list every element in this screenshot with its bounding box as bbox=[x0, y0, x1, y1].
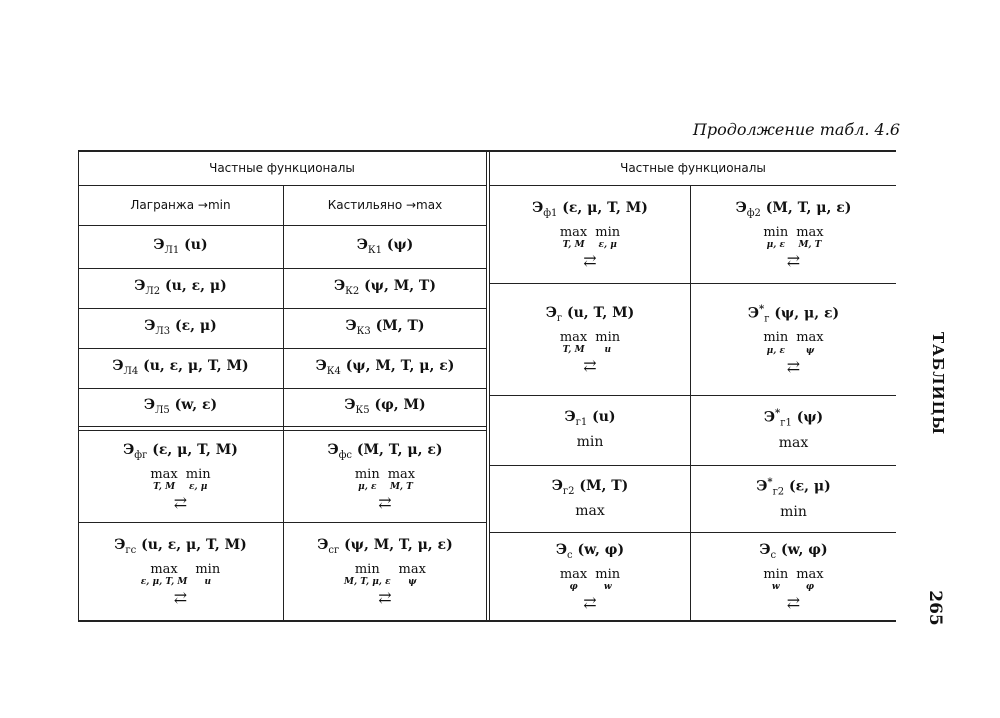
operator: min bbox=[595, 566, 621, 582]
rule-bottom bbox=[78, 620, 896, 622]
operator: min bbox=[763, 566, 789, 582]
operator: min bbox=[780, 503, 807, 520]
functional-args: (ε, μ, T, M) bbox=[557, 200, 648, 217]
operator-vars: M, T, μ, ε bbox=[344, 576, 391, 587]
functional-symbol: Э bbox=[747, 306, 760, 323]
exchange-arrows-icon: ⇄ bbox=[378, 492, 392, 512]
operator-vars: T, M bbox=[153, 481, 176, 492]
functional-args: (ψ, M, T, μ, ε) bbox=[339, 537, 453, 554]
mixed-functional-cell bbox=[284, 523, 486, 620]
functional-symbol: Э bbox=[114, 537, 126, 554]
functional-cell bbox=[490, 466, 690, 532]
mixed-functional-cell bbox=[490, 186, 690, 283]
functional-symbol: Э bbox=[143, 397, 156, 414]
functional-cell bbox=[490, 396, 690, 465]
exchange-arrows-icon: ⇄ bbox=[173, 587, 188, 607]
operator: max bbox=[778, 435, 809, 452]
functional-args: (M, T) bbox=[370, 318, 425, 335]
functional-cell bbox=[284, 349, 486, 388]
functional-index: ф1 bbox=[543, 208, 558, 220]
operator: min bbox=[354, 466, 380, 482]
functional-index: г1 bbox=[780, 417, 792, 429]
functional-index: К1 bbox=[367, 244, 382, 256]
operator: min bbox=[195, 561, 221, 577]
operator-vars: ψ bbox=[805, 345, 815, 356]
mixed-functional-cell bbox=[78, 523, 283, 620]
functional-symbol: Э bbox=[344, 397, 356, 414]
functional-symbol: Э bbox=[112, 358, 124, 375]
functional-args: (ε, μ) bbox=[784, 478, 831, 495]
mixed-functional-cell bbox=[691, 284, 896, 395]
mixed-functional-cell bbox=[284, 431, 486, 522]
rule-middle bbox=[486, 150, 487, 622]
exchange-arrows-icon: ⇄ bbox=[583, 592, 597, 612]
operator: max bbox=[559, 566, 588, 582]
functional-index: г bbox=[764, 313, 770, 325]
functionals-table bbox=[78, 150, 896, 622]
exchange-arrows-icon: ⇄ bbox=[786, 356, 801, 376]
exchange-arrows-icon: ⇄ bbox=[786, 592, 801, 612]
functional-cell bbox=[284, 389, 486, 426]
table-caption: Продолжение табл. 4.6 bbox=[692, 120, 900, 139]
functional-index: г2 bbox=[562, 485, 575, 497]
operator-vars: M, T bbox=[389, 481, 413, 492]
functional-index: Л5 bbox=[155, 405, 170, 417]
castigliano-header: Кастильяно →max bbox=[327, 198, 443, 212]
operator: max bbox=[796, 224, 824, 240]
functional-args: (w, φ) bbox=[572, 542, 625, 559]
functional-args: (ε, μ) bbox=[170, 318, 217, 335]
operator-vars: ε, μ bbox=[598, 239, 617, 250]
lagrange-header: Лагранжа →min bbox=[130, 198, 231, 212]
operator: max bbox=[150, 466, 178, 482]
functional-index: фг bbox=[134, 450, 148, 462]
functional-cell bbox=[78, 389, 283, 426]
exchange-arrows-icon: ⇄ bbox=[378, 587, 392, 607]
functional-symbol: Э bbox=[759, 542, 771, 559]
functional-symbol: Э bbox=[356, 236, 368, 253]
operator-vars: M, T bbox=[798, 239, 822, 250]
operator: max bbox=[398, 561, 426, 577]
functional-args: (u) bbox=[179, 236, 208, 253]
operator-vars: μ, ε bbox=[358, 481, 377, 492]
functional-symbol: Э bbox=[345, 318, 357, 335]
operator: max bbox=[796, 566, 824, 582]
operator: max bbox=[559, 329, 588, 345]
functional-symbol: Э bbox=[334, 278, 346, 295]
functional-index: фс bbox=[338, 450, 353, 462]
operator-vars: φ bbox=[569, 581, 578, 592]
exchange-arrows-icon: ⇄ bbox=[173, 492, 188, 512]
functional-symbol: Э bbox=[153, 236, 165, 253]
functional-symbol: Э bbox=[555, 542, 568, 559]
operator: min bbox=[763, 330, 789, 346]
functional-symbol: Э bbox=[532, 200, 544, 217]
functional-symbol: Э bbox=[756, 478, 768, 495]
functional-index: К4 bbox=[326, 366, 341, 378]
operator: min bbox=[595, 224, 621, 240]
operator-vars: μ, ε bbox=[766, 239, 785, 250]
exchange-arrows-icon: ⇄ bbox=[583, 355, 597, 375]
functional-symbol: Э bbox=[735, 200, 747, 217]
operator-vars: u bbox=[204, 576, 212, 587]
functional-symbol: Э bbox=[123, 442, 135, 459]
operator: max bbox=[150, 561, 178, 577]
functional-index: Л2 bbox=[145, 286, 161, 298]
functional-index: Л3 bbox=[155, 326, 171, 338]
exchange-arrows-icon: ⇄ bbox=[583, 250, 597, 270]
conjugate-mark: * bbox=[767, 476, 773, 488]
functional-index: ф2 bbox=[746, 208, 761, 220]
running-head: ТАБЛИЦЫ bbox=[929, 332, 947, 436]
functional-args: (w, ε) bbox=[169, 397, 218, 414]
rule-double bbox=[78, 426, 486, 427]
functional-args: (u, ε, μ, T, M) bbox=[138, 358, 249, 375]
functional-args: (φ, M) bbox=[369, 397, 426, 414]
functional-args: (u, ε, μ, T, M) bbox=[136, 537, 247, 554]
functional-cell bbox=[284, 309, 486, 348]
functional-index: К3 bbox=[356, 326, 371, 338]
functional-args: (u, T, M) bbox=[562, 305, 635, 322]
functional-index: сг bbox=[328, 545, 340, 557]
operator: min bbox=[595, 329, 621, 345]
page-number: 265 bbox=[925, 590, 945, 626]
operator-vars: T, M bbox=[562, 239, 585, 250]
functional-symbol: Э bbox=[327, 442, 339, 459]
functional-index: Л4 bbox=[123, 366, 139, 378]
functional-args: (ψ, M, T) bbox=[359, 278, 436, 295]
operator: min bbox=[354, 561, 380, 577]
operator: min bbox=[185, 466, 211, 482]
functional-args: (ε, μ, T, M) bbox=[147, 442, 238, 459]
functional-cell bbox=[691, 466, 896, 532]
operator: max bbox=[559, 224, 588, 240]
operator: min bbox=[576, 434, 604, 451]
functional-index: с bbox=[770, 550, 777, 562]
conjugate-mark: * bbox=[774, 408, 781, 420]
operator-vars: T, M bbox=[562, 344, 585, 355]
operator-vars: ψ bbox=[408, 576, 417, 587]
functional-index: К2 bbox=[345, 286, 360, 298]
operator-vars: w bbox=[603, 581, 612, 592]
functional-index: г2 bbox=[772, 486, 785, 498]
functional-cell bbox=[78, 309, 283, 348]
functional-symbol: Э bbox=[134, 278, 146, 295]
functional-index: с bbox=[567, 550, 573, 562]
operator: max bbox=[387, 466, 416, 482]
operator: max bbox=[796, 330, 824, 346]
operator: min bbox=[763, 224, 789, 240]
functional-cell bbox=[691, 396, 896, 465]
functional-symbol: Э bbox=[763, 409, 775, 426]
functional-symbol: Э bbox=[545, 305, 557, 322]
functional-cell bbox=[78, 269, 283, 308]
functional-args: (ψ) bbox=[381, 236, 414, 253]
functional-symbol: Э bbox=[551, 477, 563, 494]
functional-args: (ψ, M, T, μ, ε) bbox=[340, 358, 455, 375]
functional-args: (u, ε, μ) bbox=[160, 278, 227, 295]
functional-args: (ψ) bbox=[791, 409, 824, 426]
functional-args: (ψ, μ, ε) bbox=[769, 306, 840, 323]
exchange-arrows-icon: ⇄ bbox=[786, 250, 801, 270]
functional-cell bbox=[78, 226, 283, 268]
functional-index: гс bbox=[125, 545, 137, 557]
mixed-functional-cell bbox=[691, 533, 896, 620]
functional-cell bbox=[284, 226, 486, 268]
operator-vars: ε, μ, T, M bbox=[140, 576, 188, 587]
mixed-functional-cell bbox=[78, 431, 283, 522]
operator-vars: u bbox=[604, 344, 611, 355]
mixed-functional-cell bbox=[490, 533, 690, 620]
functional-symbol: Э bbox=[564, 409, 576, 426]
left-header: Частные функционалы bbox=[209, 161, 355, 175]
functional-index: К5 bbox=[355, 405, 370, 417]
functional-cell bbox=[284, 269, 486, 308]
functional-cell bbox=[78, 349, 283, 388]
right-header: Частные функционалы bbox=[620, 161, 766, 175]
mixed-functional-cell bbox=[691, 186, 896, 283]
operator: max bbox=[575, 502, 605, 519]
functional-symbol: Э bbox=[317, 537, 329, 554]
functional-args: (M, T, μ, ε) bbox=[352, 442, 443, 459]
functional-index: Л1 bbox=[164, 244, 180, 256]
functional-symbol: Э bbox=[315, 358, 327, 375]
functional-symbol: Э bbox=[144, 318, 156, 335]
operator-vars: ε, μ bbox=[189, 481, 208, 492]
functional-args: (w, φ) bbox=[776, 542, 828, 559]
operator-vars: μ, ε bbox=[766, 345, 785, 356]
mixed-functional-cell bbox=[490, 284, 690, 395]
functional-args: (M, T, μ, ε) bbox=[760, 200, 852, 217]
functional-index: г bbox=[556, 313, 563, 325]
operator-vars: w bbox=[771, 581, 780, 592]
operator-vars: φ bbox=[805, 581, 814, 592]
functional-args: (M, T) bbox=[574, 477, 629, 494]
conjugate-mark: * bbox=[759, 304, 765, 316]
functional-index: г1 bbox=[575, 416, 588, 428]
functional-args: (u) bbox=[587, 409, 616, 426]
